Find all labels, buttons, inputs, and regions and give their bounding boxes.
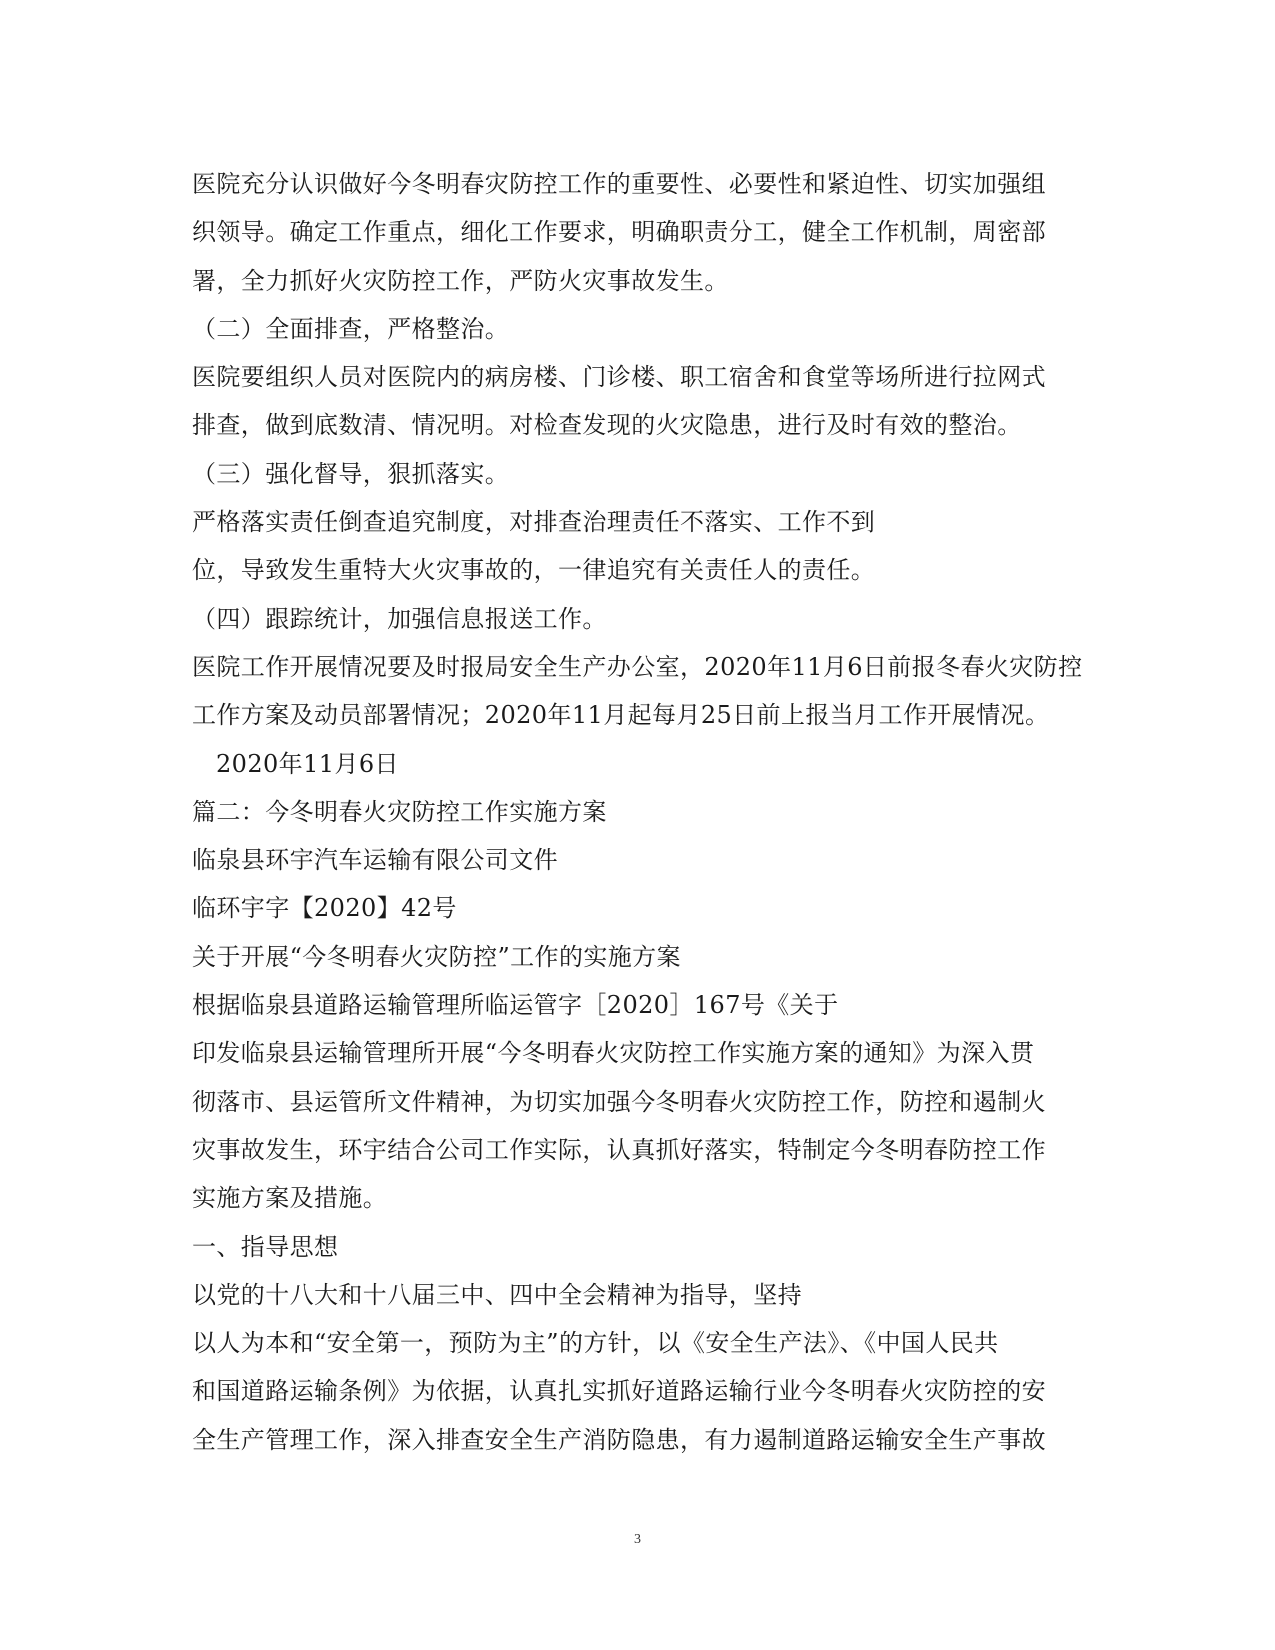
paragraph-line: 位，导致发生重特大火灾事故的，一律追究有关责任人的责任。 [192,556,876,585]
paragraph-line: 印发临泉县运输管理所开展“今冬明春火灾防控工作实施方案的通知》为深入贯 [192,1039,1035,1068]
date-line: 2020年11月6日 [216,749,399,778]
paragraph-line: 署，全力抓好火灾防控工作，严防火灾事故发生。 [192,266,729,295]
section-heading: （四）跟踪统计，加强信息报送工作。 [192,604,607,633]
paragraph-line: 实施方案及措施。 [192,1184,388,1213]
document-number: 临环宇字【2020】42号 [192,894,457,923]
paragraph-line: 以党的十八大和十八届三中、四中全会精神为指导，坚持 [192,1280,802,1309]
company-name: 临泉县环宇汽车运输有限公司文件 [192,846,558,875]
paragraph-line: 织领导。确定工作重点，细化工作要求，明确职责分工，健全工作机制，周密部 [192,218,1046,247]
document-body [192,160,1087,1464]
page-number: 3 [634,1532,641,1547]
section-heading: 一、指导思想 [192,1232,339,1261]
paragraph-line: 排查，做到底数清、情况明。对检查发现的火灾隐患，进行及时有效的整治。 [192,411,1022,440]
paragraph-line: 严格落实责任倒查追究制度，对排查治理责任不落实、工作不到 [192,508,876,537]
paragraph-line: 灾事故发生，环宇结合公司工作实际，认真抓好落实，特制定今冬明春防控工作 [192,1135,1046,1164]
document-title: 关于开展“今冬明春火灾防控”工作的实施方案 [192,942,681,971]
paragraph-line: 医院工作开展情况要及时报局安全生产办公室，2020年11月6日前报冬春火灾防控 [192,652,1083,681]
paragraph-line: 以人为本和“安全第一，预防为主”的方针，以《安全生产法》、《中国人民共 [192,1329,999,1358]
section-heading: （三）强化督导，狠抓落实。 [192,459,510,488]
paragraph-line: 和国道路运输条例》为依据，认真扎实抓好道路运输行业今冬明春火灾防控的安 [192,1377,1046,1406]
section-heading: （二）全面排查，严格整治。 [192,314,510,343]
part-heading: 篇二：今冬明春火灾防控工作实施方案 [192,797,607,826]
paragraph-line: 医院要组织人员对医院内的病房楼、门诊楼、职工宿舍和食堂等场所进行拉网式 [192,363,1046,392]
paragraph-line: 工作方案及动员部署情况；2020年11月起每月25日前上报当月工作开展情况。 [192,701,1050,730]
paragraph-line: 全生产管理工作，深入排查安全生产消防隐患，有力遏制道路运输安全生产事故 [192,1425,1046,1454]
paragraph-line: 医院充分认识做好今冬明春灾防控工作的重要性、必要性和紧迫性、切实加强组 [192,170,1046,198]
paragraph-line: 彻落市、县运管所文件精神，为切实加强今冬明春火灾防控工作，防控和遏制火 [192,1087,1046,1116]
paragraph-line: 根据临泉县道路运输管理所临运管字［2020］167号《关于 [192,991,839,1020]
